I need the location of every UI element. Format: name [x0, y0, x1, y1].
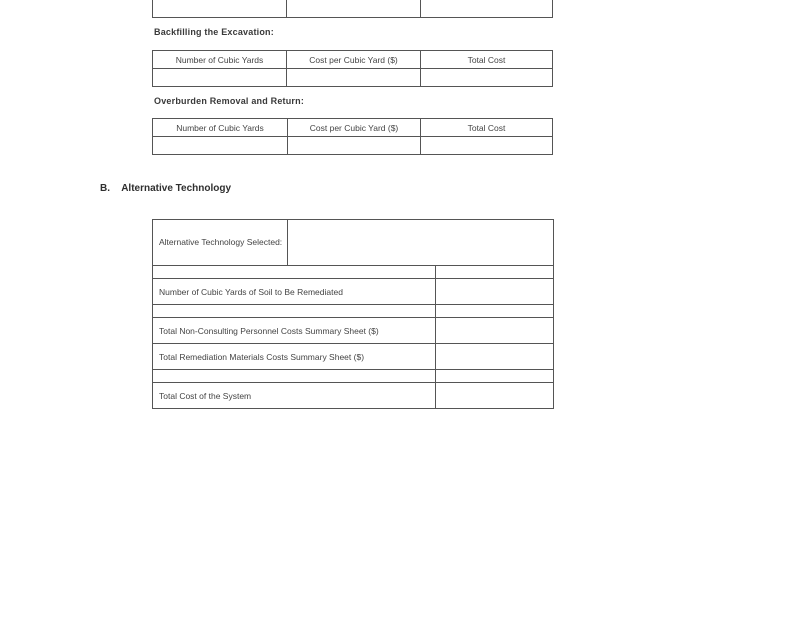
- overburden-cost-per-yard-input[interactable]: [288, 137, 421, 155]
- spacer-row-label: [153, 266, 436, 279]
- header-cost-per-yard: Cost per Cubic Yard ($): [288, 119, 421, 137]
- header-cost-per-yard: Cost per Cubic Yard ($): [287, 51, 421, 69]
- backfilling-total-cost-input[interactable]: [421, 69, 553, 87]
- header-cubic-yards: Number of Cubic Yards: [153, 119, 288, 137]
- previous-cost-cell[interactable]: [287, 0, 421, 18]
- previous-cost-cell[interactable]: [153, 0, 287, 18]
- non-consulting-personnel-costs-input[interactable]: [436, 318, 554, 344]
- total-system-cost-label: Total Cost of the System: [153, 383, 436, 409]
- spacer-row-value[interactable]: [436, 266, 554, 279]
- overburden-label: Overburden Removal and Return:: [154, 96, 305, 106]
- header-total-cost: Total Cost: [421, 51, 553, 69]
- section-letter: B.: [100, 183, 110, 194]
- total-system-cost-input[interactable]: [436, 383, 554, 409]
- alternative-technology-costs-table: [152, 265, 554, 409]
- previous-cost-table: [152, 0, 553, 18]
- remediation-materials-costs-input[interactable]: [436, 344, 554, 370]
- overburden-cubic-yards-input[interactable]: [153, 137, 288, 155]
- spacer-row-value[interactable]: [436, 305, 554, 318]
- remediation-materials-costs-label: Total Remediation Materials Costs Summary Sheet ($): [153, 344, 436, 370]
- overburden-table: [152, 118, 553, 155]
- section-title: Alternative Technology: [121, 183, 232, 194]
- backfilling-cubic-yards-input[interactable]: [153, 69, 287, 87]
- backfilling-table: [152, 50, 553, 87]
- cubic-yards-remediated-input[interactable]: [436, 279, 554, 305]
- alternative-technology-selected-label: Alternative Technology Selected:: [153, 220, 288, 266]
- non-consulting-personnel-costs-label: Total Non-Consulting Personnel Costs Summary Sheet ($): [153, 318, 436, 344]
- alternative-technology-table: [152, 219, 554, 266]
- previous-cost-cell[interactable]: [421, 0, 553, 18]
- backfilling-cost-per-yard-input[interactable]: [287, 69, 421, 87]
- spacer-row-label: [153, 305, 436, 318]
- spacer-row-label: [153, 370, 436, 383]
- header-total-cost: Total Cost: [421, 119, 553, 137]
- overburden-total-cost-input[interactable]: [421, 137, 553, 155]
- backfilling-label: Backfilling the Excavation:: [154, 27, 274, 37]
- alternative-technology-selected-input[interactable]: [288, 220, 554, 266]
- spacer-row-value[interactable]: [436, 370, 554, 383]
- section-b-heading: [100, 183, 231, 194]
- cubic-yards-remediated-label: Number of Cubic Yards of Soil to Be Remediated: [153, 279, 436, 305]
- header-cubic-yards: Number of Cubic Yards: [153, 51, 287, 69]
